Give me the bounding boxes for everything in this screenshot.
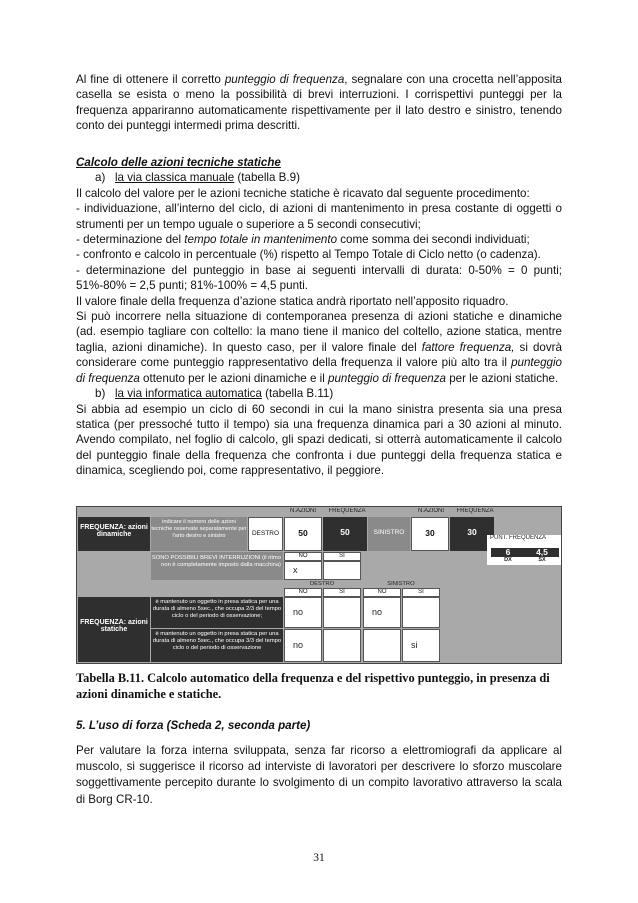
brevi-si-checkbox[interactable] <box>323 561 361 580</box>
static-actions-heading: Calcolo delle azioni tecniche statiche <box>76 156 281 169</box>
static-line-6: Il valore finale della frequenza d’azione statica andrà riportato nell’apposito riquadro. <box>76 294 509 308</box>
static-destro-header: DESTRO <box>309 581 335 587</box>
table-b11-figure <box>76 506 562 664</box>
static-question-1: è mantenuto un oggetto in presa statica per una durata di almeno 5sec., che occupa 2/3 del tempo ciclo o del periodo di osservazione; <box>151 597 283 628</box>
q2-dx-no-input[interactable]: no <box>284 629 322 662</box>
static-line-7: Si può incorrere nella situazione di contemporanea presenza di azioni statiche e dinamiche (ad. esempio tagliare con coltello: la mano tiene il manico del coltello, azione statica, mentre taglia, azioni dinamiche). In questo caso, per il valore finale del fattore frequenza, si dovrà considerare come punteggio rappresentativo della frequenza il valore più alto tra il punteggio di frequenza ottenuto per le azioni dinamiche e il punteggio di frequenza per le azioni statiche. <box>76 310 562 385</box>
static-actions-label: FREQUENZA: azioni statiche <box>78 597 150 662</box>
method-a: a) la via classica manuale (tabella B.9) <box>95 171 300 185</box>
header-frequenza-dx: FREQUENZA <box>328 508 366 514</box>
method-b: b) la via informatica automatica (tabella B.11) <box>95 387 334 401</box>
table-caption: Tabella B.11. Calcolo automatico della frequenza e del rispettivo punteggio, in presenza di azioni dinamiche e statiche. <box>76 671 550 701</box>
static-dx-no-header: NO <box>284 588 322 597</box>
force-heading: 5. L’uso di forza (Scheda 2, seconda parte) <box>76 719 311 732</box>
static-line-3: - determinazione del tempo totale in mantenimento come somma dei secondi individuati; <box>76 233 530 247</box>
q1-dx-no-input[interactable]: no <box>284 597 322 628</box>
sinistro-n-azioni-input[interactable]: 30 <box>411 517 449 551</box>
brevi-si-header: SI <box>323 552 361 561</box>
brevi-no-checkbox[interactable]: x <box>284 561 322 580</box>
brevi-no-header: NO <box>284 552 322 561</box>
brevi-interruzioni-label: SONO POSSIBILI BREVI INTERRUZIONI (il ritmo non è completamente imposto dalla macchina) <box>151 552 283 580</box>
static-actions-section <box>76 155 562 479</box>
dynamic-actions-label: FREQUENZA: azioni dinamiche <box>78 517 150 551</box>
header-nazioni-sx: N.AZIONI <box>417 508 444 514</box>
q1-dx-si-input[interactable] <box>323 597 361 628</box>
q2-dx-si-input[interactable] <box>323 629 361 662</box>
header-frequenza-sx: FREQUENZA <box>456 508 494 514</box>
q1-sx-no-input[interactable]: no <box>363 597 401 628</box>
destro-label: DESTRO <box>248 517 283 551</box>
static-question-2: è mantenuto un oggetto in presa statica per una durata di almeno 5sec., che occupa 3/3 del tempo ciclo o del periodo di osservazione <box>151 629 283 662</box>
destro-frequenza: 50 <box>323 517 367 551</box>
punt-frequenza-label: PUNT. FREQUENZA <box>487 535 561 545</box>
static-line-8: Si abbia ad esempio un ciclo di 60 secondi in cui la mano sinistra presenta sia una presa statica (per pressoché tutto il tempo) sia una frequenza dinamica pari a 30 azioni al minuto. Avendo compilato, nel foglio di calcolo, gli spazi dedicati, si otterrà automaticamente il calcolo del punteggio finale della frequenza che confronta i due punteggi della frequenza statica e dinamica, scegliendo poi, come rappresentativo, il peggiore. <box>76 402 562 478</box>
header-nazioni-dx: N.AZIONI <box>289 508 316 514</box>
sinistro-label: SINISTRO <box>368 517 410 551</box>
static-sx-no-header: NO <box>363 588 401 597</box>
force-paragraph: Per valutare la forza interna sviluppata, senza far ricorso a elettromiografi da applicare al muscolo, si suggerisce il ricorso ad interviste di lavoratori per descrivere lo sforzo muscolare soggettivamente percepito durante lo svolgimento di un compito lavorativo attraverso la scala di Borg CR-10. <box>76 744 562 806</box>
static-line-2: - individuazione, all’interno del ciclo, di azioni di mantenimento in presa costante di oggetti o strumenti per un tempo uguale o superiore a 5 secondi consecutivi; <box>76 202 562 231</box>
static-sinistro-header: SINISTRO <box>387 581 415 587</box>
q2-sx-no-input[interactable] <box>363 629 401 662</box>
page-number: 31 <box>313 852 325 864</box>
dynamic-instructions: indicare il numero delle azioni tecniche osservate separatamente per l'arto destro e sinistro <box>151 517 247 551</box>
punt-frequenza-dx: 6 <box>491 548 525 557</box>
sx-label: SX <box>538 557 546 563</box>
static-line-5: - determinazione del punteggio in base ai seguenti intervalli di durata: 0-50% = 0 punti; 51%-80% = 2,5 punti; 81%-100% = 4,5 punti. <box>76 263 562 293</box>
static-dx-si-header: SI <box>323 588 361 597</box>
q1-sx-si-input[interactable] <box>402 597 440 628</box>
static-sx-si-header: SI <box>402 588 440 597</box>
destro-n-azioni-input[interactable]: 50 <box>284 517 322 551</box>
dx-label: DX <box>504 557 512 563</box>
q2-sx-si-input[interactable]: si <box>402 629 440 662</box>
intro-paragraph: Al fine di ottenere il corretto punteggio di frequenza, segnalare con una crocetta nell’apposita casella se esista o meno la possibilità di brevi interruzioni. I corrispettivi punteggi per la frequenza appariranno automaticamente rispettivamente per il lato destro e sinistro, tenendo conto dei punteggi intermedi prima descritti. <box>76 73 563 133</box>
static-line-1: Il calcolo del valore per le azioni tecniche statiche è ricavato dal seguente procedimento: <box>76 186 530 200</box>
static-line-4: - confronto e calcolo in percentuale (%) rispetto al Tempo Totale di Ciclo netto (o cadenza). <box>76 248 541 262</box>
sinistro-frequenza: 30 <box>450 517 494 551</box>
punt-frequenza-sx: 4,5 <box>525 548 559 557</box>
